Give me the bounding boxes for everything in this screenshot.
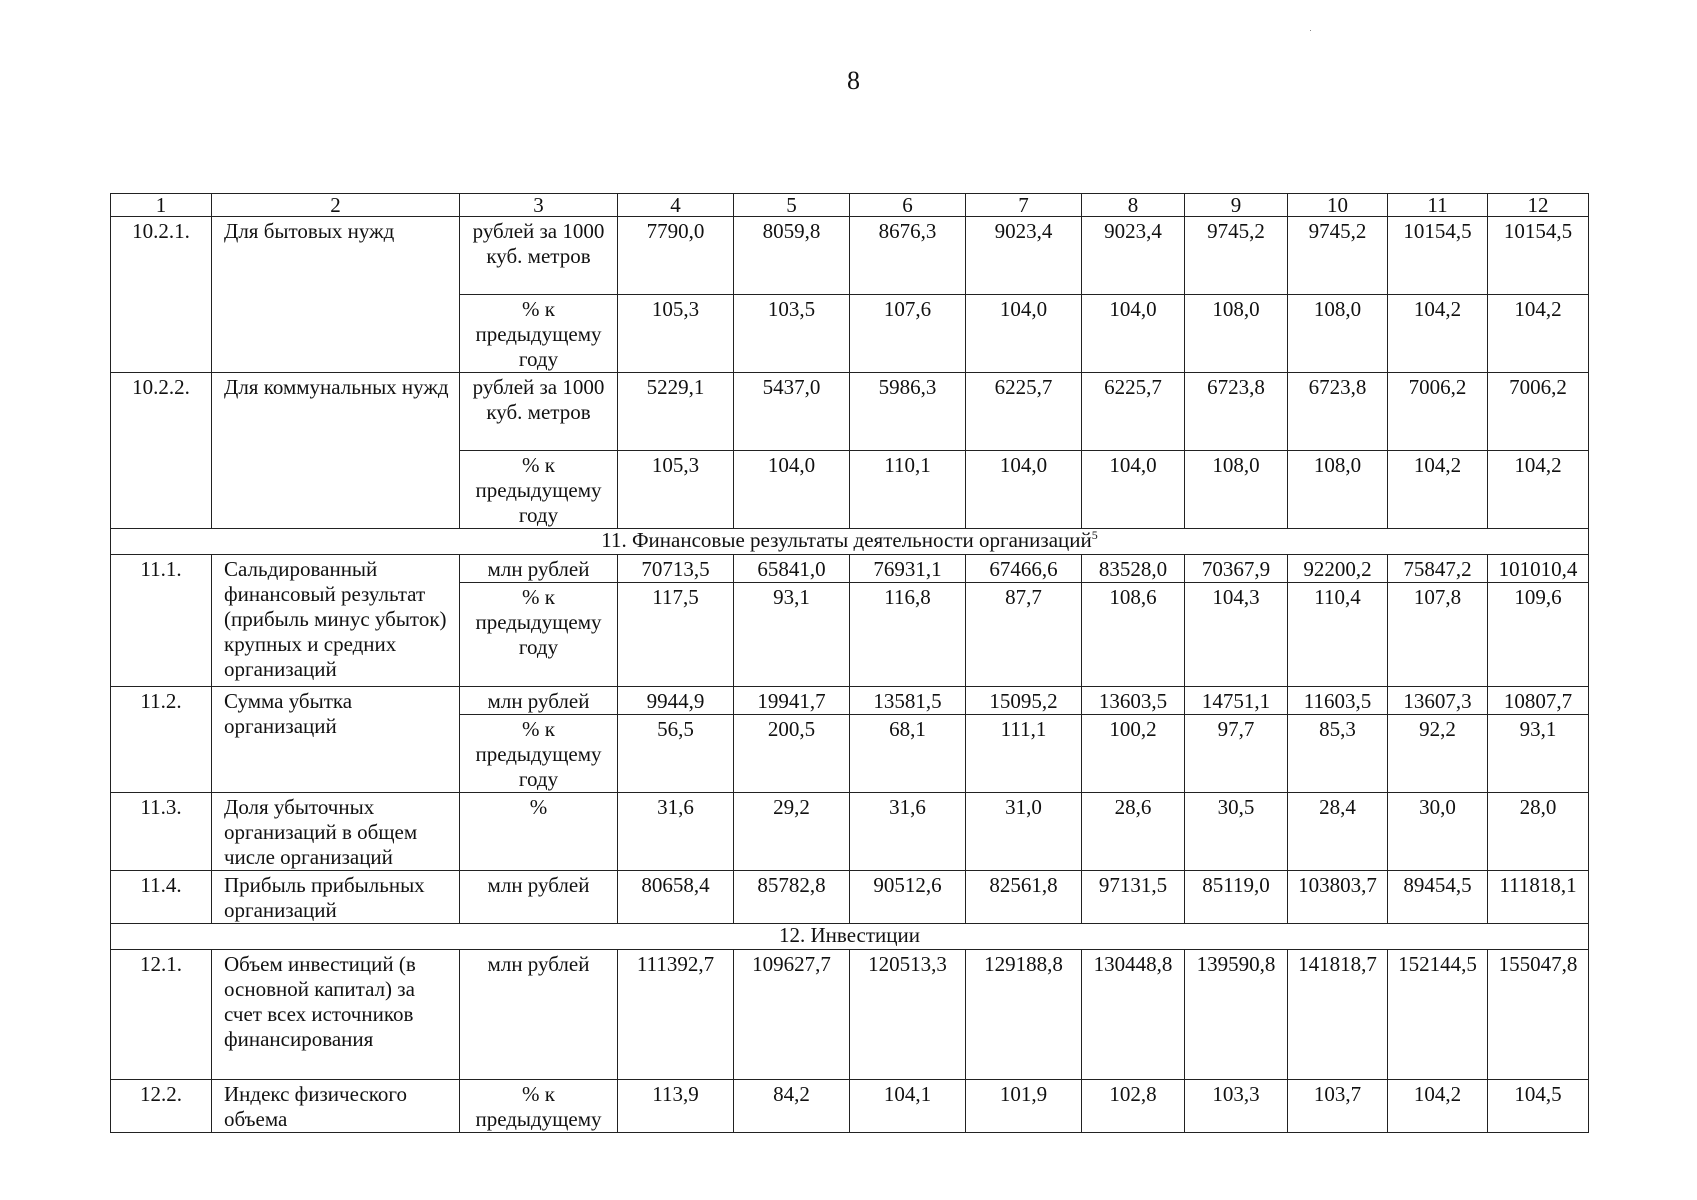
value-cell: 84,2: [734, 1080, 850, 1133]
value-cell: 8059,8: [734, 217, 850, 295]
value-cell: 104,2: [1388, 1080, 1488, 1133]
value-cell: 108,0: [1185, 295, 1288, 373]
value-cell: 5229,1: [618, 373, 734, 451]
value-cell: 104,0: [1082, 451, 1185, 529]
value-cell: 105,3: [618, 451, 734, 529]
value-cell: 104,2: [1388, 295, 1488, 373]
value-cell: 103,7: [1288, 1080, 1388, 1133]
table-row: [111, 687, 1589, 715]
row-code: 11.3.: [111, 793, 212, 871]
value-cell: 5437,0: [734, 373, 850, 451]
value-cell: 109,6: [1488, 583, 1589, 687]
value-cell: 101010,4: [1488, 555, 1589, 583]
value-cell: 103,5: [734, 295, 850, 373]
table-row: [111, 1080, 1589, 1133]
row-code: 11.2.: [111, 687, 212, 793]
value-cell: 108,0: [1288, 451, 1388, 529]
value-cell: 117,5: [618, 583, 734, 687]
value-cell: 104,0: [966, 295, 1082, 373]
value-cell: 102,8: [1082, 1080, 1185, 1133]
unit-cell: % к предыдущему году: [460, 715, 618, 793]
value-cell: 7006,2: [1388, 373, 1488, 451]
value-cell: 80658,4: [618, 871, 734, 924]
value-cell: 10807,7: [1488, 687, 1589, 715]
value-cell: 70713,5: [618, 555, 734, 583]
data-table: [110, 193, 1589, 1133]
value-cell: 5986,3: [850, 373, 966, 451]
value-cell: 108,0: [1288, 295, 1388, 373]
value-cell: 28,0: [1488, 793, 1589, 871]
header-cell: 10: [1288, 194, 1388, 217]
value-cell: 9023,4: [966, 217, 1082, 295]
value-cell: 87,7: [966, 583, 1082, 687]
value-cell: 56,5: [618, 715, 734, 793]
row-code: 12.1.: [111, 950, 212, 1080]
scan-dot: [1310, 30, 1311, 31]
value-cell: 104,0: [966, 451, 1082, 529]
value-cell: 155047,8: [1488, 950, 1589, 1080]
value-cell: 68,1: [850, 715, 966, 793]
value-cell: 7006,2: [1488, 373, 1589, 451]
section-title-text: 12. Инвестиции: [779, 923, 920, 947]
row-name: Для бытовых нужд: [212, 217, 460, 373]
value-cell: 120513,3: [850, 950, 966, 1080]
value-cell: 141818,7: [1288, 950, 1388, 1080]
row-code: 11.1.: [111, 555, 212, 687]
value-cell: 85782,8: [734, 871, 850, 924]
value-cell: 13603,5: [1082, 687, 1185, 715]
header-cell: 12: [1488, 194, 1589, 217]
value-cell: 104,2: [1488, 451, 1589, 529]
value-cell: 104,3: [1185, 583, 1288, 687]
value-cell: 108,6: [1082, 583, 1185, 687]
table-row: [111, 555, 1589, 583]
table-row: [111, 871, 1589, 924]
value-cell: 101,9: [966, 1080, 1082, 1133]
unit-cell: млн рублей: [460, 555, 618, 583]
row-name: Для коммунальных нужд: [212, 373, 460, 529]
row-code: 10.2.1.: [111, 217, 212, 373]
value-cell: 19941,7: [734, 687, 850, 715]
value-cell: 100,2: [1082, 715, 1185, 793]
value-cell: 7790,0: [618, 217, 734, 295]
value-cell: 104,5: [1488, 1080, 1589, 1133]
header-row: [111, 194, 1589, 217]
value-cell: 97131,5: [1082, 871, 1185, 924]
value-cell: 6723,8: [1288, 373, 1388, 451]
value-cell: 10154,5: [1488, 217, 1589, 295]
unit-cell: % к предыдущему году: [460, 451, 618, 529]
value-cell: 85119,0: [1185, 871, 1288, 924]
value-cell: 104,0: [1082, 295, 1185, 373]
header-cell: 6: [850, 194, 966, 217]
header-cell: 2: [212, 194, 460, 217]
table-row: [111, 793, 1589, 871]
section-title: [111, 924, 1589, 950]
value-cell: 104,2: [1388, 451, 1488, 529]
value-cell: 31,6: [618, 793, 734, 871]
value-cell: 89454,5: [1388, 871, 1488, 924]
value-cell: 109627,7: [734, 950, 850, 1080]
value-cell: 6723,8: [1185, 373, 1288, 451]
value-cell: 104,1: [850, 1080, 966, 1133]
value-cell: 30,5: [1185, 793, 1288, 871]
page-number: 8: [847, 66, 860, 95]
row-code: 10.2.2.: [111, 373, 212, 529]
row-code: 12.2.: [111, 1080, 212, 1133]
value-cell: 9745,2: [1185, 217, 1288, 295]
row-name: Сумма убытка организаций: [212, 687, 460, 793]
value-cell: 13607,3: [1388, 687, 1488, 715]
value-cell: 113,9: [618, 1080, 734, 1133]
value-cell: 11603,5: [1288, 687, 1388, 715]
value-cell: 103,3: [1185, 1080, 1288, 1133]
header-cell: 4: [618, 194, 734, 217]
value-cell: 28,4: [1288, 793, 1388, 871]
value-cell: 10154,5: [1388, 217, 1488, 295]
value-cell: 90512,6: [850, 871, 966, 924]
value-cell: 15095,2: [966, 687, 1082, 715]
value-cell: 31,6: [850, 793, 966, 871]
value-cell: 9944,9: [618, 687, 734, 715]
value-cell: 104,2: [1488, 295, 1589, 373]
value-cell: 152144,5: [1388, 950, 1488, 1080]
value-cell: 116,8: [850, 583, 966, 687]
value-cell: 107,8: [1388, 583, 1488, 687]
section-title: [111, 529, 1589, 555]
unit-cell: % к предыдущему году: [460, 583, 618, 687]
value-cell: 29,2: [734, 793, 850, 871]
unit-cell: млн рублей: [460, 871, 618, 924]
header-cell: 8: [1082, 194, 1185, 217]
value-cell: 104,0: [734, 451, 850, 529]
value-cell: 93,1: [734, 583, 850, 687]
table-row: [111, 950, 1589, 1080]
value-cell: 130448,8: [1082, 950, 1185, 1080]
unit-cell: рублей за 1000 куб. метров: [460, 373, 618, 451]
value-cell: 28,6: [1082, 793, 1185, 871]
header-cell: 5: [734, 194, 850, 217]
value-cell: 6225,7: [966, 373, 1082, 451]
value-cell: 110,1: [850, 451, 966, 529]
header-cell: 3: [460, 194, 618, 217]
value-cell: 13581,5: [850, 687, 966, 715]
value-cell: 14751,1: [1185, 687, 1288, 715]
value-cell: 76931,1: [850, 555, 966, 583]
value-cell: 70367,9: [1185, 555, 1288, 583]
value-cell: 75847,2: [1388, 555, 1488, 583]
row-code: 11.4.: [111, 871, 212, 924]
row-name: Сальдированный финансовый результат (прибыль минус убыток) крупных и средних организаций: [212, 555, 460, 687]
unit-cell: рублей за 1000 куб. метров: [460, 217, 618, 295]
value-cell: 111818,1: [1488, 871, 1589, 924]
value-cell: 67466,6: [966, 555, 1082, 583]
value-cell: 108,0: [1185, 451, 1288, 529]
unit-cell: %: [460, 793, 618, 871]
row-name: Индекс физического объема: [212, 1080, 460, 1133]
unit-cell: % к предыдущему году: [460, 295, 618, 373]
unit-cell: млн рублей: [460, 687, 618, 715]
header-cell: 11: [1388, 194, 1488, 217]
value-cell: 92,2: [1388, 715, 1488, 793]
value-cell: 92200,2: [1288, 555, 1388, 583]
table-row: [111, 217, 1589, 295]
value-cell: 200,5: [734, 715, 850, 793]
unit-cell: млн рублей: [460, 950, 618, 1080]
table-row: [111, 373, 1589, 451]
value-cell: 65841,0: [734, 555, 850, 583]
unit-cell: % к предыдущему: [460, 1080, 618, 1133]
value-cell: 103803,7: [1288, 871, 1388, 924]
value-cell: 82561,8: [966, 871, 1082, 924]
header-cell: 9: [1185, 194, 1288, 217]
value-cell: 83528,0: [1082, 555, 1185, 583]
table-body: [111, 194, 1589, 1133]
value-cell: 85,3: [1288, 715, 1388, 793]
value-cell: 30,0: [1388, 793, 1488, 871]
value-cell: 8676,3: [850, 217, 966, 295]
value-cell: 93,1: [1488, 715, 1589, 793]
section-row: [111, 529, 1589, 555]
value-cell: 111,1: [966, 715, 1082, 793]
value-cell: 139590,8: [1185, 950, 1288, 1080]
value-cell: 31,0: [966, 793, 1082, 871]
value-cell: 6225,7: [1082, 373, 1185, 451]
row-name: Прибыль прибыльных организаций: [212, 871, 460, 924]
value-cell: 9023,4: [1082, 217, 1185, 295]
header-cell: 7: [966, 194, 1082, 217]
row-name: Доля убыточных организаций в общем числе организаций: [212, 793, 460, 871]
section-title-text: 11. Финансовые результаты деятельности организаций: [601, 528, 1092, 552]
value-cell: 111392,7: [618, 950, 734, 1080]
row-name: Объем инвестиций (в основной капитал) за счет всех источников финансирования: [212, 950, 460, 1080]
value-cell: 110,4: [1288, 583, 1388, 687]
value-cell: 129188,8: [966, 950, 1082, 1080]
footnote-mark: 5: [1091, 528, 1098, 542]
value-cell: 97,7: [1185, 715, 1288, 793]
value-cell: 107,6: [850, 295, 966, 373]
section-row: [111, 924, 1589, 950]
value-cell: 105,3: [618, 295, 734, 373]
value-cell: 9745,2: [1288, 217, 1388, 295]
header-cell: 1: [111, 194, 212, 217]
